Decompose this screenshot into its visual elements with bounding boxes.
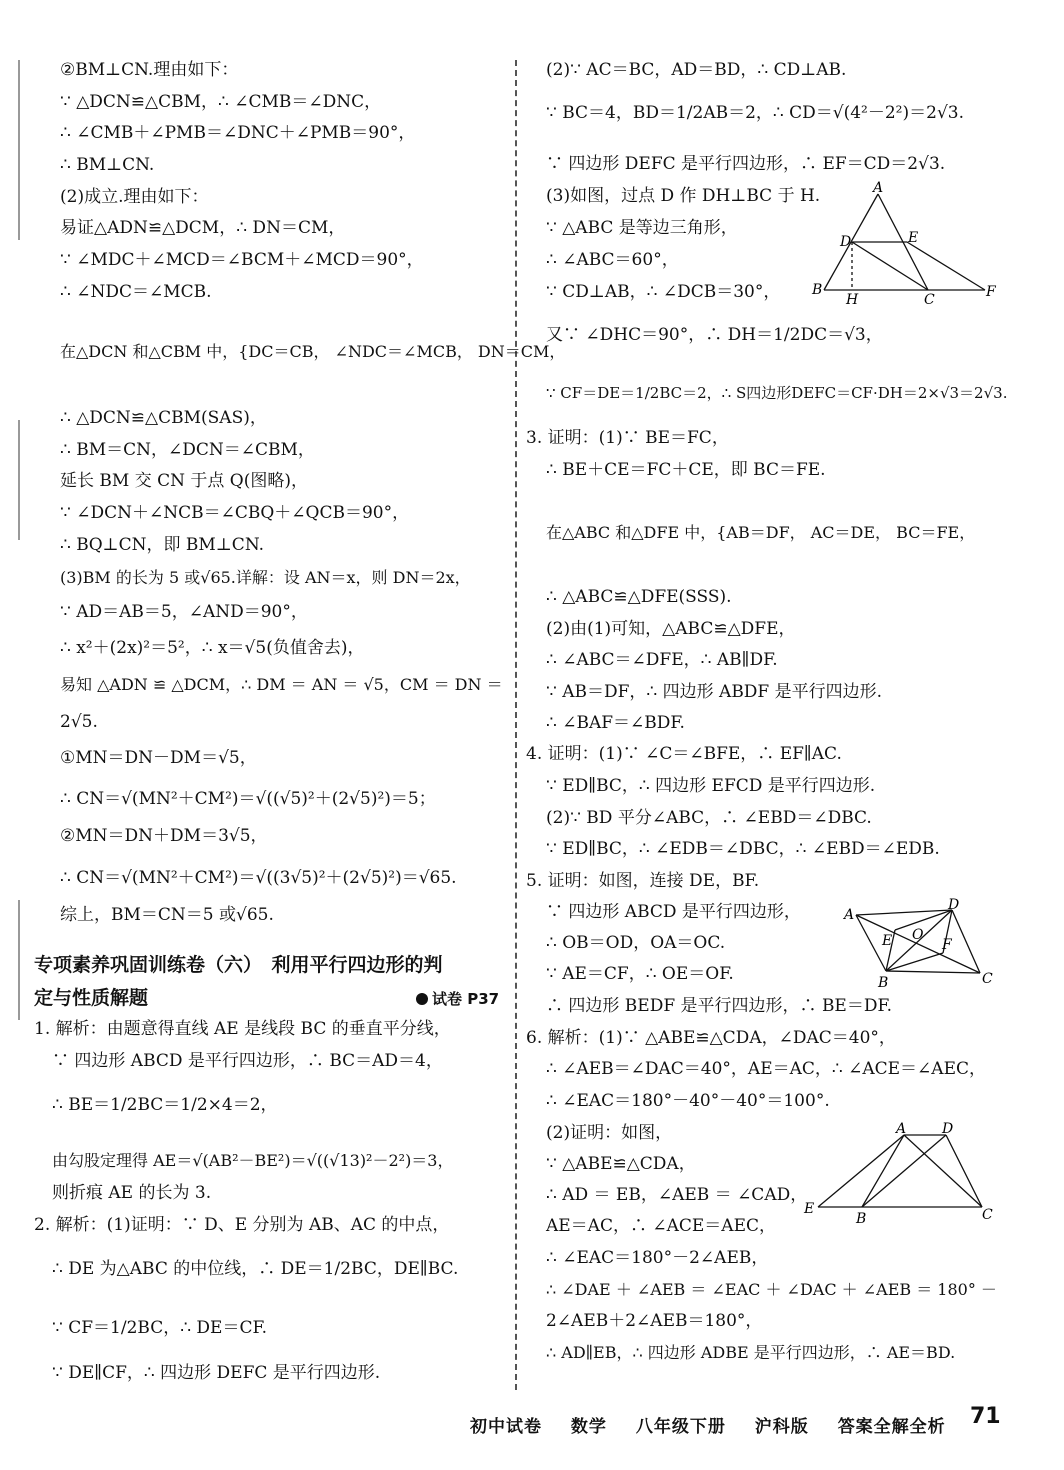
text-line: ∴ ∠ABC＝60°， xyxy=(546,250,679,270)
text-line: ∴ BE＋CE＝FC＋CE，即 BC＝FE. xyxy=(546,460,826,480)
text-line: ∵ CF＝1/2BC，∴ DE＝CF. xyxy=(52,1318,268,1338)
text-line: (2)∵ AC＝BC，AD＝BD，∴ CD⊥AB. xyxy=(546,60,847,80)
text-line: (2)由(1)可知，△ABC≌△DFE， xyxy=(546,619,796,639)
point-label: E xyxy=(908,230,919,246)
text-line: 综上，BM＝CN＝5 或√65. xyxy=(60,905,274,925)
figure-parallelogram xyxy=(840,895,1000,995)
footer-item: 数学 xyxy=(570,1417,607,1437)
figure-adbe xyxy=(800,1115,1000,1230)
text-line: 2∠AEB＋2∠AEB＝180°， xyxy=(546,1311,763,1331)
text-line: ∴ △ABC≌△DFE(SSS). xyxy=(546,587,732,607)
margin-mark xyxy=(18,420,20,540)
text-line: 延长 BM 交 CN 于点 Q(图略)， xyxy=(60,471,309,491)
point-label: C xyxy=(982,1207,993,1223)
text-line: ∴ DE 为△ABC 的中位线，∴ DE＝1/2BC，DE∥BC. xyxy=(52,1259,459,1279)
text-line: 5. 证明：如图，连接 DE，BF. xyxy=(526,871,760,891)
text-line: ∵ AE＝CF，∴ OE＝OF. xyxy=(546,964,734,984)
text-line: (2)∵ BD 平分∠ABC，∴ ∠EBD＝∠DBC. xyxy=(546,808,872,828)
text-line: ∵ 四边形 ABCD 是平行四边形，∴ BC＝AD＝4， xyxy=(52,1051,443,1071)
point-label: A xyxy=(873,180,884,196)
text-line: ∴ OB＝OD，OA＝OC. xyxy=(546,933,726,953)
system-line: 在△ABC 和△DFE 中，{AB＝DF， AC＝DE， BC＝FE， xyxy=(546,523,976,542)
text-line: ∴ ∠EAC＝180°－2∠AEB， xyxy=(546,1248,769,1268)
point-label: B xyxy=(812,282,823,298)
point-label: F xyxy=(942,937,952,953)
text-line: ∴ CN＝√(MN²＋CM²)＝√((3√5)²＋(2√5)²)＝√65. xyxy=(60,868,457,888)
margin-mark xyxy=(18,60,20,240)
text-line: ∵ 四边形 DEFC 是平行四边形，∴ EF＝CD＝2√3. xyxy=(546,154,946,174)
text-line: ∴ AD∥EB，∴ 四边形 ADBE 是平行四边形，∴ AE＝BD. xyxy=(546,1343,956,1362)
text-line: 则折痕 AE 的长为 3. xyxy=(52,1183,212,1203)
text-line: AE＝AC，∴ ∠ACE＝AEC， xyxy=(546,1216,777,1236)
text-line: ①MN＝DN－DM＝√5， xyxy=(60,748,257,768)
point-label: A xyxy=(844,907,855,923)
text-line: ∵ ∠MDC＋∠MCD＝∠BCM＋∠MCD＝90°， xyxy=(60,250,424,270)
point-label: D xyxy=(840,234,852,250)
text-line: 2√5. xyxy=(60,712,98,732)
point-label: E xyxy=(882,933,893,949)
text-line: (2)证明：如图， xyxy=(546,1123,673,1143)
text-line: ∴ ∠DAE ＋ ∠AEB ＝ ∠EAC ＋ ∠DAC ＋ ∠AEB ＝ 180° － xyxy=(546,1280,997,1299)
section-heading-cont: 定与性质解题 xyxy=(34,987,149,1009)
text-line: ∴ ∠EAC＝180°－40°－40°＝100°. xyxy=(546,1091,830,1111)
text-line: ∴ BM＝CN，∠DCN＝∠CBM， xyxy=(60,440,315,460)
section-heading: 专项素养巩固训练卷（六） 利用平行四边形的判 xyxy=(34,954,443,976)
text-line: ∴ BE＝1/2BC＝1/2×4＝2， xyxy=(52,1095,278,1115)
text-line: ∴ CN＝√(MN²＋CM²)＝√((√5)²＋(2√5)²)＝5； xyxy=(60,789,436,809)
column-divider xyxy=(515,60,517,1390)
page-footer xyxy=(470,1412,968,1437)
text-line: ∵ ED∥BC，∴ ∠EDB＝∠DBC，∴ ∠EBD＝∠EDB. xyxy=(546,839,940,859)
text-line: ∵ DE∥CF，∴ 四边形 DEFC 是平行四边形. xyxy=(52,1363,381,1383)
text-line: 易知 △ADN ≌ △DCM，∴ DM ＝ AN ＝ √5，CM ＝ DN ＝ xyxy=(60,675,503,694)
text-line: 3. 证明：(1)∵ BE＝FC， xyxy=(526,428,729,448)
text-line: ②BM⊥CN.理由如下： xyxy=(60,60,239,80)
point-label: C xyxy=(924,292,935,308)
text-line: ∵ △ABE≌△CDA， xyxy=(546,1154,696,1174)
text-line: 易证△ADN≌△DCM，∴ DN＝CM， xyxy=(60,218,346,238)
text-line: 4. 证明：(1)∵ ∠C＝∠BFE，∴ EF∥AC. xyxy=(526,744,842,764)
text-line: (3)如图，过点 D 作 DH⊥BC 于 H. xyxy=(546,186,821,206)
text-line: ∵ BC＝4，BD＝1/2AB＝2，∴ CD＝√(4²－2²)＝2√3. xyxy=(546,103,965,123)
text-line: ∵ CF＝DE＝1/2BC＝2，∴ S四边形DEFC＝CF·DH＝2×√3＝2√3. xyxy=(546,384,1008,402)
footer-item: 八年级下册 xyxy=(635,1417,726,1437)
footer-item: 初中试卷 xyxy=(470,1417,542,1437)
text-line: ∵ ED∥BC，∴ 四边形 EFCD 是平行四边形. xyxy=(546,776,876,796)
arrow-icon xyxy=(416,993,428,1005)
text-line: (3)BM 的长为 5 或√65.详解：设 AN＝x，则 DN＝2x， xyxy=(60,568,471,587)
text-line: 2. 解析：(1)证明：∵ D、E 分别为 AB、AC 的中点， xyxy=(34,1215,450,1235)
system-line: 在△DCN 和△CBM 中，{DC＝CB， ∠NDC＝∠MCB， DN＝CM， xyxy=(60,342,566,361)
text-line: ∴ 四边形 BEDF 是平行四边形，∴ BE＝DF. xyxy=(546,996,893,1016)
paper-reference: 试卷 P37 xyxy=(416,988,499,1009)
point-label: C xyxy=(982,971,993,987)
figure-triangle-defc xyxy=(810,180,1000,310)
text-line: 由勾股定理得 AE＝√(AB²－BE²)＝√((√13)²－2²)＝3， xyxy=(52,1151,454,1170)
margin-mark xyxy=(18,900,20,1020)
point-label: D xyxy=(948,897,960,913)
text-line: ∴ ∠CMB＋∠PMB＝∠DNC＋∠PMB＝90°， xyxy=(60,123,416,143)
text-line: ∴ BM⊥CN. xyxy=(60,155,155,175)
text-line: ②MN＝DN＋DM＝3√5， xyxy=(60,826,268,846)
point-label: A xyxy=(896,1121,907,1137)
text-line: ∵ △DCN≌△CBM，∴ ∠CMB＝∠DNC， xyxy=(60,92,382,112)
text-line: ∴ x²＋(2x)²＝5²，∴ x＝√5(负值舍去)， xyxy=(60,638,365,658)
text-line: 又∵ ∠DHC＝90°，∴ DH＝1/2DC＝√3， xyxy=(546,325,883,345)
text-line: ∴ ∠ABC＝∠DFE，∴ AB∥DF. xyxy=(546,650,778,670)
text-line: ∵ AB＝DF，∴ 四边形 ABDF 是平行四边形. xyxy=(546,682,883,702)
text-line: ∴ ∠AEB＝∠DAC＝40°，AE＝AC，∴ ∠ACE＝∠AEC， xyxy=(546,1059,986,1079)
point-label: B xyxy=(856,1211,867,1227)
point-label: H xyxy=(846,292,859,308)
text-line: ∴ AD ＝ EB，∠AEB ＝ ∠CAD， xyxy=(546,1185,808,1205)
point-label: B xyxy=(878,975,889,991)
text-line: ∴ ∠BAF＝∠BDF. xyxy=(546,713,685,733)
text-line: ∴ BQ⊥CN，即 BM⊥CN. xyxy=(60,535,265,555)
text-line: ∵ ∠DCN＋∠NCB＝∠CBQ＋∠QCB＝90°， xyxy=(60,503,410,523)
text-line: ∴ △DCN≌△CBM(SAS)， xyxy=(60,408,267,428)
point-label: E xyxy=(804,1201,815,1217)
footer-item: 沪科版 xyxy=(754,1417,809,1437)
text-line: ∵ 四边形 ABCD 是平行四边形， xyxy=(546,902,801,922)
text-line: ∵ AD＝AB＝5，∠AND＝90°， xyxy=(60,602,308,622)
footer-item: 答案全解全析 xyxy=(837,1417,946,1437)
page-number: 71 xyxy=(970,1404,1001,1429)
text-line: (2)成立.理由如下： xyxy=(60,187,209,207)
point-label: D xyxy=(942,1121,954,1137)
text-line: ∵ CD⊥AB，∴ ∠DCB＝30°， xyxy=(546,282,781,302)
text-line: 1. 解析：由题意得直线 AE 是线段 BC 的垂直平分线， xyxy=(34,1019,451,1039)
text-line: ∵ △ABC 是等边三角形， xyxy=(546,218,738,238)
point-label: F xyxy=(986,284,996,300)
text-line: 6. 解析：(1)∵ △ABE≌△CDA，∠DAC＝40°， xyxy=(526,1028,896,1048)
point-label: O xyxy=(912,927,924,943)
text-line: ∴ ∠NDC＝∠MCB. xyxy=(60,282,212,302)
